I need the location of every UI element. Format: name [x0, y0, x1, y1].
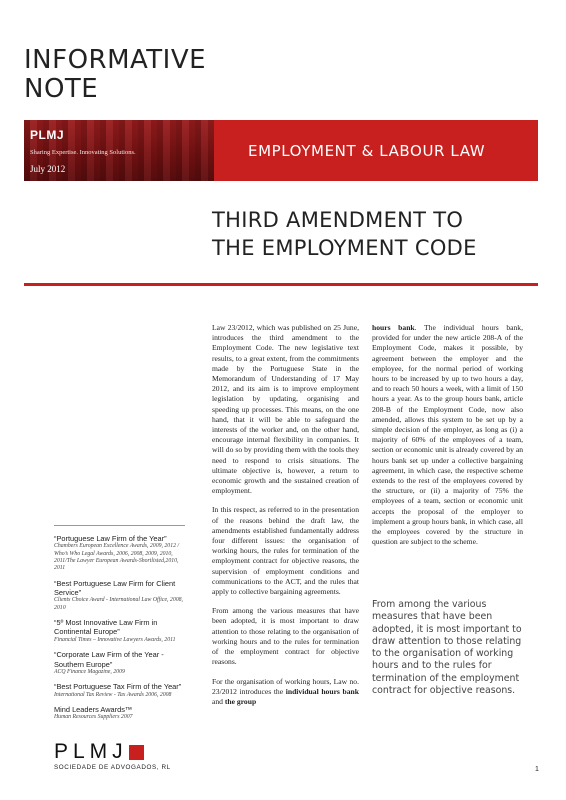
award-title: “Portuguese Law Firm of the Year”: [54, 534, 167, 543]
award-item: [54, 618, 185, 644]
award-item: [54, 682, 185, 699]
pull-quote: From among the various measures that have been adopted, it is most important to draw attention to those relating to the organisation of working hours and to the rules for termination of the employment contract for objective reasons.: [372, 599, 522, 697]
award-title: Mind Leaders Awards™: [54, 704, 133, 714]
doc-type-line-2: NOTE: [24, 74, 99, 104]
award-source: Chambers European Excellence Awards, 2009, 2012 / Who’s Who Legal Awards, 2006, 2008, 2009, 2010, 2011/The Lawyer European Awards-Shortlisted,2010, 2011: [54, 543, 180, 572]
header-banner: [24, 120, 538, 181]
body-text: and: [212, 696, 225, 706]
award-item: [54, 534, 185, 573]
doc-type-line-1: INFORMATIVE: [24, 45, 207, 75]
bold-term: the group: [224, 696, 257, 706]
page-title: [212, 206, 477, 262]
issue-date: July 2012: [30, 164, 66, 174]
award-source: International Tax Review - Tax Awards 2006, 2008: [54, 691, 172, 698]
footer-logo-text: PLMJ: [54, 740, 128, 763]
bold-term: individual hours bank: [285, 686, 360, 696]
award-source: Clients Choice Award - International Law Office, 2008, 2010: [54, 597, 183, 611]
body-text: . The individual hours bank, provided for under the new article 208-A of the Employment Code, makes it possible, by agreement between the employer and the employee, for the normal period of working hours to be increased by up to two hours a day, and to reach 50 hours a week, with a limit of 150 hours a year. As to the group hours bank, article 208-B of the Employment Code, now also amended, allows this system to be set up by a simple decision of the employer, as long as (i) a majority of 60% of the employees of a team, section or economic unit is already covered by an hours bank set up under a collective bargaining agreement, in which case, the respective scheme extends to the rest of the employees covered by the structure, or (ii) a majority of 75% the employees of a team, section or economic unit accepts the proposal of the employer to implement a group hours bank, in which case, all the employees covered by the structure in question are subject to the scheme.: [372, 323, 523, 547]
brand-tagline: Sharing Expertise. Innovating Solutions.: [30, 149, 136, 156]
award-source: Human Resources Suppliers 2007: [54, 714, 133, 721]
award-title: “Corporate Law Firm of the Year - Southern Europe”: [54, 650, 164, 669]
title-line-2: THE EMPLOYMENT CODE: [212, 236, 477, 260]
body-text: For the organisation of working hours, Law no. 23/2012 introduces the: [212, 676, 359, 696]
section-label: EMPLOYMENT & LABOUR LAW: [248, 141, 486, 160]
body-paragraph: [372, 323, 523, 547]
footer-logo: [54, 740, 144, 764]
body-paragraph: From among the various measures that have been adopted, it is most important to draw attention to those relating to the organisation of working hours and to the rules for termination of the employment contract for objective reasons.: [212, 606, 359, 667]
section-panel: [214, 120, 538, 181]
title-line-1: THIRD AMENDMENT TO: [212, 208, 464, 232]
award-source: ACQ Finance Magazine, 2009: [54, 668, 125, 675]
award-title: “Best Portuguese Law Firm for Client Service”: [54, 578, 176, 597]
award-item: [54, 650, 185, 676]
page-number: 1: [535, 766, 539, 773]
award-title: “5º Most Innovative Law Firm in Continental Europe”: [54, 618, 158, 637]
body-column-middle: [212, 323, 359, 716]
body-paragraph: In this respect, as referred to in the presentation of the reasons behind the draft law, the amendments established fundamentally address four different issues: the organisation of working hours, the rules for termination of the employment contract for objective reasons, the supervision of employment conditions and communications to the ACT, and the rules that apply to collective bargaining agreements.: [212, 505, 359, 597]
brand-panel: [24, 120, 214, 181]
body-column-right: [372, 323, 523, 556]
document-type-heading: [24, 46, 206, 104]
awards-list: [54, 525, 185, 728]
bold-term: hours bank: [372, 323, 415, 332]
award-source: Financial Times – Innovative Lawyers Awards, 2011: [54, 636, 176, 643]
body-paragraph: [212, 677, 359, 708]
title-divider: [24, 283, 538, 286]
footer-firm-name: SOCIEDADE DE ADVOGADOS, RL: [54, 764, 171, 771]
body-paragraph: Law 23/2012, which was published on 25 June, introduces the third amendment to the Employment Code. The new legislative text results, to a great extent, from the commitments made by the Portuguese State in the Memorandum of Understanding of 17 May 2012, and its aim is to improve employment legislation by updating, organising and speeding up processes. This means, on the one hand, that it will be able to safeguard the interests of the worker and, on the other hand, encourage internal flexibility in companies. It will do so by providing them with the tools they need to respond to crisis situations. The ultimate objective is, however, a return to economic growth and the sustained creation of employment.: [212, 323, 359, 496]
award-title: “Best Portuguese Tax Firm of the Year”: [54, 682, 182, 692]
brand-logo: PLMJ: [30, 128, 65, 142]
award-item: [54, 705, 185, 722]
logo-square-icon: [129, 745, 144, 760]
award-item: [54, 579, 185, 612]
